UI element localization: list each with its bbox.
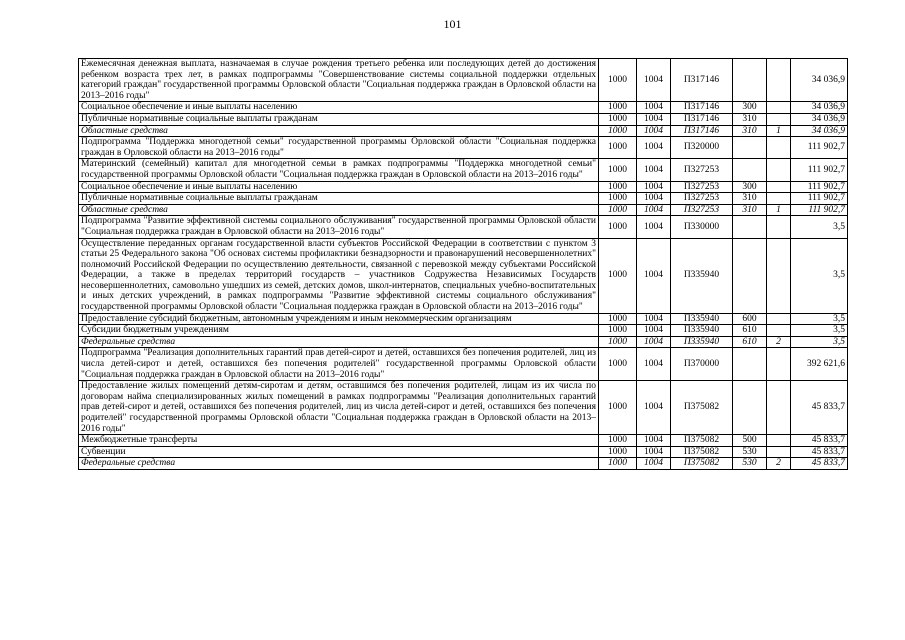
row-name-cell: Областные средства: [79, 204, 599, 216]
row-name-cell: Публичные нормативные социальные выплаты гражданам: [79, 113, 599, 125]
amount-cell: 392 621,6: [791, 348, 848, 381]
funding-source-cell: [767, 59, 791, 102]
funding-source-cell: [767, 113, 791, 125]
amount-cell: 3,5: [791, 216, 848, 238]
row-name-cell: Материнский (семейный) капитал для многодетной семьи в рамках подпрограммы "Поддержка многодетной семьи" государственной программы Орловской области "Социальная поддержка граждан в Орловской области на 2013–2016 годы": [79, 159, 599, 181]
row-name-cell: Социальное обеспечение и иные выплаты населению: [79, 181, 599, 193]
section-code-cell: 1000: [599, 325, 637, 337]
table-row: [79, 181, 848, 193]
expense-type-cell: [733, 381, 767, 435]
section-code-cell: 1000: [599, 159, 637, 181]
target-article-cell: П327253: [671, 159, 733, 181]
funding-source-cell: [767, 313, 791, 325]
funding-source-cell: [767, 325, 791, 337]
target-article-cell: П375082: [671, 435, 733, 447]
row-name-cell: Федеральные средства: [79, 336, 599, 348]
funding-source-cell: 1: [767, 204, 791, 216]
expense-type-cell: [733, 159, 767, 181]
section-code-cell: 1000: [599, 137, 637, 159]
expense-type-cell: 300: [733, 181, 767, 193]
amount-cell: 34 036,9: [791, 59, 848, 102]
target-article-cell: П317146: [671, 102, 733, 114]
target-article-cell: П335940: [671, 238, 733, 313]
amount-cell: 111 902,7: [791, 181, 848, 193]
row-name-cell: Подпрограмма "Реализация дополнительных гарантий прав детей-сирот и детей, оставшихся без попечения родителей, лиц из числа детей-сирот и детей, оставшихся без попечения родителей" государственной программы Орловской области "Социальная поддержка граждан в Орловской области на 2013–2016 годы": [79, 348, 599, 381]
subsection-code-cell: 1004: [637, 381, 671, 435]
target-article-cell: П335940: [671, 336, 733, 348]
table-row: [79, 238, 848, 313]
row-name-cell: Субсидии бюджетным учреждениям: [79, 325, 599, 337]
table-row: [79, 313, 848, 325]
target-article-cell: П327253: [671, 181, 733, 193]
target-article-cell: П335940: [671, 313, 733, 325]
section-code-cell: 1000: [599, 193, 637, 205]
table-row: [79, 204, 848, 216]
expense-type-cell: [733, 216, 767, 238]
amount-cell: 3,5: [791, 336, 848, 348]
section-code-cell: 1000: [599, 381, 637, 435]
row-name-cell: Подпрограмма "Поддержка многодетной семьи" государственной программы Орловской области "Социальная поддержка граждан в Орловской области на 2013–2016 годы": [79, 137, 599, 159]
funding-source-cell: 1: [767, 125, 791, 137]
funding-source-cell: [767, 137, 791, 159]
subsection-code-cell: 1004: [637, 102, 671, 114]
expense-type-cell: 310: [733, 125, 767, 137]
target-article-cell: П370000: [671, 348, 733, 381]
subsection-code-cell: 1004: [637, 238, 671, 313]
section-code-cell: 1000: [599, 113, 637, 125]
expense-type-cell: 310: [733, 193, 767, 205]
table-row: [79, 348, 848, 381]
amount-cell: 111 902,7: [791, 204, 848, 216]
subsection-code-cell: 1004: [637, 313, 671, 325]
section-code-cell: 1000: [599, 181, 637, 193]
table-row: [79, 458, 848, 470]
row-name-cell: Ежемесячная денежная выплата, назначаемая в случае рождения третьего ребенка или последующих детей до достижения ребенком возраста трех лет, в рамках подпрограммы "Совершенствование системы социальной поддержки отдельных категорий граждан" государственной программы Орловской области "Социальная поддержка граждан в Орловской области на 2013–2016 годы": [79, 59, 599, 102]
funding-source-cell: 2: [767, 336, 791, 348]
amount-cell: 3,5: [791, 313, 848, 325]
section-code-cell: 1000: [599, 336, 637, 348]
table-row: [79, 193, 848, 205]
funding-source-cell: 2: [767, 458, 791, 470]
subsection-code-cell: 1004: [637, 193, 671, 205]
row-name-cell: Публичные нормативные социальные выплаты гражданам: [79, 193, 599, 205]
section-code-cell: 1000: [599, 125, 637, 137]
table-row: [79, 113, 848, 125]
funding-source-cell: [767, 238, 791, 313]
target-article-cell: П317146: [671, 125, 733, 137]
section-code-cell: 1000: [599, 204, 637, 216]
subsection-code-cell: 1004: [637, 458, 671, 470]
subsection-code-cell: 1004: [637, 181, 671, 193]
expense-type-cell: [733, 348, 767, 381]
target-article-cell: П375082: [671, 458, 733, 470]
row-name-cell: Социальное обеспечение и иные выплаты населению: [79, 102, 599, 114]
amount-cell: 45 833,7: [791, 381, 848, 435]
subsection-code-cell: 1004: [637, 325, 671, 337]
table-row: [79, 216, 848, 238]
section-code-cell: 1000: [599, 348, 637, 381]
table-row: [79, 325, 848, 337]
table-row: [79, 159, 848, 181]
section-code-cell: 1000: [599, 59, 637, 102]
amount-cell: 3,5: [791, 238, 848, 313]
subsection-code-cell: 1004: [637, 204, 671, 216]
target-article-cell: П317146: [671, 59, 733, 102]
row-name-cell: Подпрограмма "Развитие эффективной системы социального обслуживания" государственной программы Орловской области "Социальная поддержка граждан в Орловской области на 2013–2016 годы": [79, 216, 599, 238]
subsection-code-cell: 1004: [637, 348, 671, 381]
amount-cell: 34 036,9: [791, 102, 848, 114]
section-code-cell: 1000: [599, 435, 637, 447]
subsection-code-cell: 1004: [637, 113, 671, 125]
subsection-code-cell: 1004: [637, 336, 671, 348]
amount-cell: 3,5: [791, 325, 848, 337]
funding-source-cell: [767, 348, 791, 381]
expense-type-cell: 610: [733, 325, 767, 337]
amount-cell: 111 902,7: [791, 137, 848, 159]
row-name-cell: Предоставление жилых помещений детям-сиротам и детям, оставшимся без попечения родителей, лицам из их числа по договорам найма специализированных жилых помещений в рамках подпрограммы "Реализация дополнительных гарантий прав детей-сирот и детей, оставшихся без попечения родителей, лиц из числа детей-сирот и детей, оставшихся без попечения родителей" государственной программы Орловской области "Социальная поддержка граждан в Орловской области на 2013–2016 годы": [79, 381, 599, 435]
amount-cell: 111 902,7: [791, 193, 848, 205]
section-code-cell: 1000: [599, 216, 637, 238]
expense-type-cell: [733, 137, 767, 159]
target-article-cell: П320000: [671, 137, 733, 159]
expense-type-cell: [733, 59, 767, 102]
expense-type-cell: 500: [733, 435, 767, 447]
row-name-cell: Субвенции: [79, 446, 599, 458]
table-row: [79, 381, 848, 435]
expense-type-cell: 530: [733, 458, 767, 470]
row-name-cell: Межбюджетные трансферты: [79, 435, 599, 447]
subsection-code-cell: 1004: [637, 435, 671, 447]
page-number: 101: [443, 17, 462, 31]
amount-cell: 111 902,7: [791, 159, 848, 181]
funding-source-cell: [767, 446, 791, 458]
amount-cell: 45 833,7: [791, 458, 848, 470]
amount-cell: 45 833,7: [791, 435, 848, 447]
target-article-cell: П335940: [671, 325, 733, 337]
expense-type-cell: 310: [733, 113, 767, 125]
budget-table: [78, 58, 848, 470]
expense-type-cell: 530: [733, 446, 767, 458]
amount-cell: 34 036,9: [791, 113, 848, 125]
funding-source-cell: [767, 216, 791, 238]
section-code-cell: 1000: [599, 238, 637, 313]
amount-cell: 45 833,7: [791, 446, 848, 458]
funding-source-cell: [767, 435, 791, 447]
expense-type-cell: [733, 238, 767, 313]
subsection-code-cell: 1004: [637, 446, 671, 458]
budget-table-body: [79, 59, 848, 470]
subsection-code-cell: 1004: [637, 137, 671, 159]
row-name-cell: Федеральные средства: [79, 458, 599, 470]
subsection-code-cell: 1004: [637, 159, 671, 181]
expense-type-cell: 600: [733, 313, 767, 325]
expense-type-cell: 310: [733, 204, 767, 216]
subsection-code-cell: 1004: [637, 216, 671, 238]
row-name-cell: Предоставление субсидий бюджетным, автономным учреждениям и иным некоммерческим организациям: [79, 313, 599, 325]
expense-type-cell: 610: [733, 336, 767, 348]
section-code-cell: 1000: [599, 446, 637, 458]
subsection-code-cell: 1004: [637, 59, 671, 102]
target-article-cell: П317146: [671, 113, 733, 125]
target-article-cell: П375082: [671, 381, 733, 435]
section-code-cell: 1000: [599, 458, 637, 470]
subsection-code-cell: 1004: [637, 125, 671, 137]
target-article-cell: П327253: [671, 193, 733, 205]
funding-source-cell: [767, 181, 791, 193]
amount-cell: 34 036,9: [791, 125, 848, 137]
expense-type-cell: 300: [733, 102, 767, 114]
row-name-cell: Областные средства: [79, 125, 599, 137]
section-code-cell: 1000: [599, 313, 637, 325]
section-code-cell: 1000: [599, 102, 637, 114]
table-row: [79, 137, 848, 159]
target-article-cell: П375082: [671, 446, 733, 458]
table-row: [79, 125, 848, 137]
row-name-cell: Осуществление переданных органам государственной власти субъектов Российской Федерации в соответствии с пунктом 3 статьи 25 Федерального закона "Об основах системы профилактики безнадзорности и правонарушений несовершеннолетних" полномочий Российской Федерации по осуществлению деятельности, связанной с перевозкой между субъектами Российской Федерации, а также в пределах территорий государств – участников Содружества Независимых Государств несовершеннолетних, самовольно ушедших из семей, детских домов, школ-интернатов, специальных учебно-воспитательных и иных детских учреждений, в рамках подпрограммы "Развитие эффективной системы социального обслуживания" государственной программы Орловской области "Социальная поддержка граждан в Орловской области на 2013–2016 годы": [79, 238, 599, 313]
target-article-cell: П330000: [671, 216, 733, 238]
table-row: [79, 59, 848, 102]
table-row: [79, 435, 848, 447]
table-row: [79, 102, 848, 114]
funding-source-cell: [767, 381, 791, 435]
funding-source-cell: [767, 193, 791, 205]
table-row: [79, 446, 848, 458]
table-row: [79, 336, 848, 348]
funding-source-cell: [767, 159, 791, 181]
target-article-cell: П327253: [671, 204, 733, 216]
funding-source-cell: [767, 102, 791, 114]
